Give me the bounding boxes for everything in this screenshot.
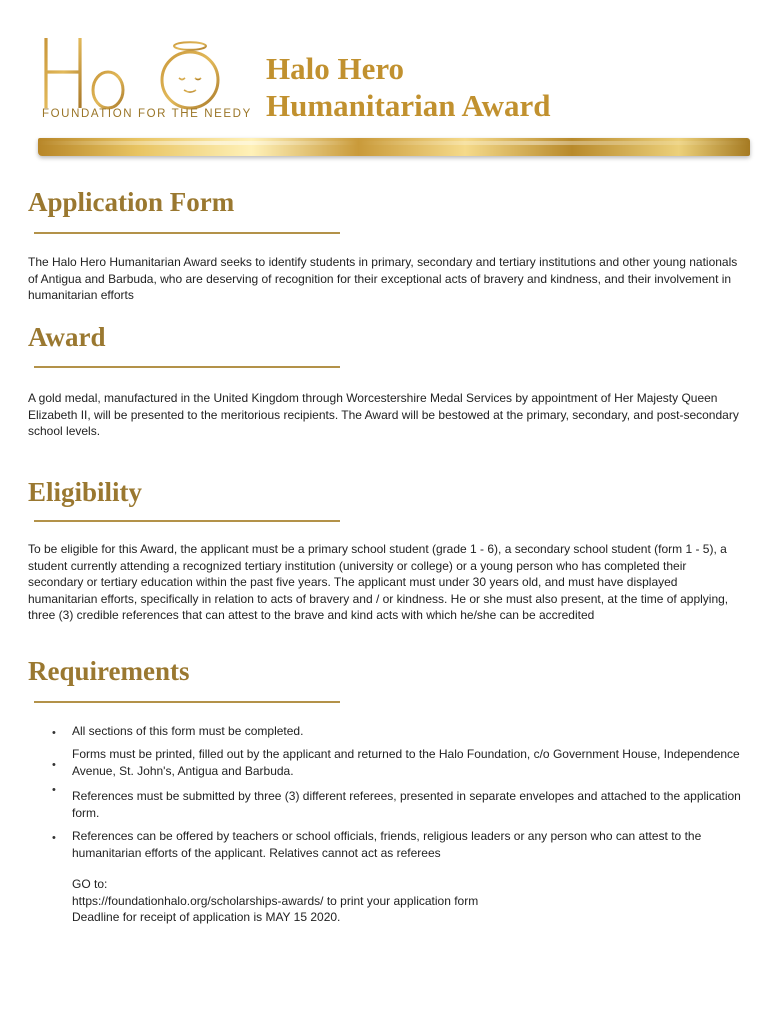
closing-instructions: [72, 876, 478, 926]
award-title-line2: Humanitarian Award: [266, 88, 551, 123]
application-description: The Halo Hero Humanitarian Award seeks to identify students in primary, secondary and tertiary institutions and other young nationals of Antigua and Barbuda, who are deserving of recognition for their exceptional acts of bravery and kindness, and their involvement in humanitarian efforts: [28, 255, 738, 302]
award-title-line1: Halo Hero: [266, 51, 405, 86]
requirement-item: References must be submitted by three (3) different referees, presented in separate envelopes and attached to the application form.: [72, 789, 741, 820]
heading-requirements: Requirements: [28, 656, 190, 686]
heading-application-form: Application Form: [28, 187, 235, 217]
bullet-icon: •: [52, 832, 56, 844]
bullet-icon: •: [52, 759, 56, 771]
heading-underline: [34, 520, 340, 522]
heading-award: Award: [28, 322, 106, 352]
halo-foundation-logo: [40, 32, 260, 124]
eligibility-description: To be eligible for this Award, the applicant must be a primary school student (grade 1 - 6), a secondary school student (form 1 - 5), a student currently attending a recognized tertiary institution (university or college) or a young person who has completed their secondary or tertiary education within the past five years. The applicant must under 30 years old, and must have displayed humanitarian efforts, specifically in relation to acts of bravery and / or kindness. He or she must also present, at the time of applying, three (3) credible references that can attest to the brave and kind acts with which he/she can be accredited: [28, 542, 729, 622]
halo-logo-wordmark: [40, 32, 240, 112]
bullet-icon: •: [52, 784, 56, 796]
requirement-item: References can be offered by teachers or school officials, friends, religious leaders or any person who can attest to the humanitarian efforts of the applicant. Relatives cannot act as referees: [72, 829, 702, 860]
heading-underline: [34, 366, 340, 368]
award-description: A gold medal, manufactured in the United Kingdom through Worcestershire Medal Services by appointment of Her Majesty Queen Elizabeth II, will be presented to the meritorious recipients. The Award will be bestowed at the primary, secondary, and post-secondary school levels.: [28, 391, 739, 438]
heading-eligibility: Eligibility: [28, 477, 143, 507]
goto-label: GO to:: [72, 877, 108, 891]
bullet-icon: •: [52, 727, 56, 739]
requirement-item: All sections of this form must be completed.: [72, 724, 304, 738]
heading-underline: [34, 232, 340, 234]
heading-underline: [34, 701, 340, 703]
deadline-text: Deadline for receipt of application is MAY 15 2020.: [72, 910, 341, 924]
award-title: [266, 50, 550, 124]
application-url-line: https://foundationhalo.org/scholarships-awards/ to print your application form: [72, 893, 479, 908]
gold-divider-bar: [38, 138, 750, 156]
logo-tagline: FOUNDATION FOR THE NEEDY: [42, 108, 252, 120]
requirement-item: Forms must be printed, filled out by the applicant and returned to the Halo Foundation, c/o Government House, Independence Avenue, St. John's, Antigua and Barbuda.: [72, 747, 740, 778]
